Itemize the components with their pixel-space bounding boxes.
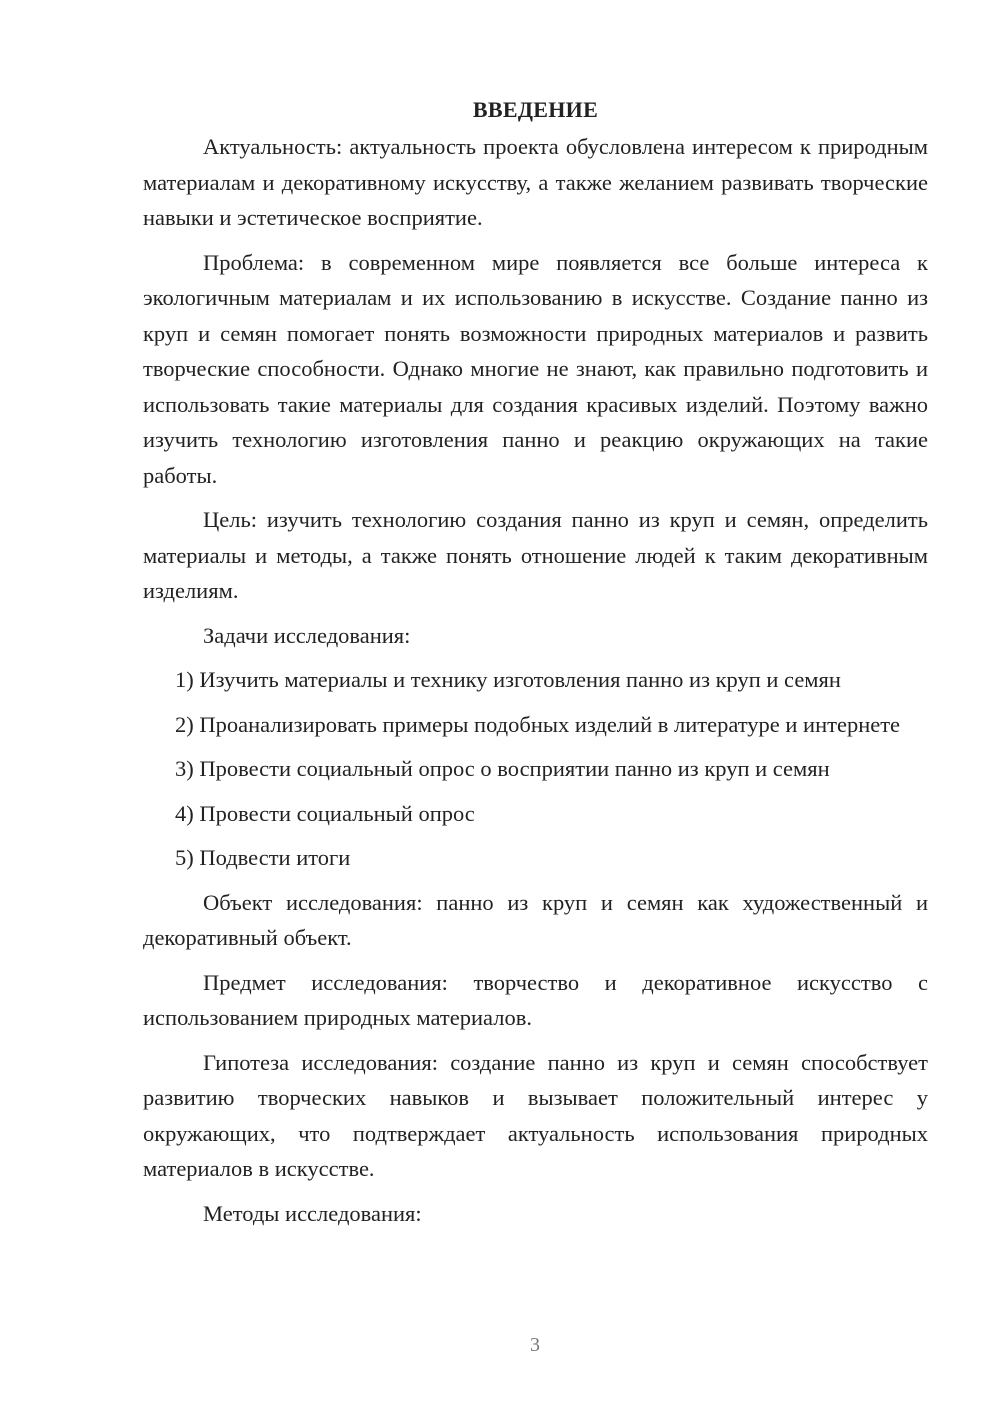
paragraph-object: Объект исследования: панно из круп и семян как художественный и декоративный объект. bbox=[143, 889, 928, 950]
task-item: 4) Провести социальный опрос bbox=[175, 800, 475, 826]
paragraph-goal: Цель: изучить технологию создания панно из круп и семян, определить материалы и методы, а также понять отношение людей к таким декоративным изделиям. bbox=[143, 507, 928, 603]
document-page bbox=[143, 92, 928, 1240]
section-title: ВВЕДЕНИЕ bbox=[472, 97, 599, 122]
task-item: 3) Провести социальный опрос о восприятии панно из круп и семян bbox=[175, 756, 830, 781]
paragraph-hypothesis: Гипотеза исследования: создание панно из круп и семян способствует развитию творческих навыков и вызывает положительный интерес у окружающих, что подтверждает актуальность использования природных материалов в искусстве. bbox=[143, 1049, 928, 1181]
paragraph-subject: Предмет исследования: творчество и декоративное искусство с использованием природных материалов. bbox=[143, 969, 928, 1030]
task-item: 2) Проанализировать примеры подобных изделий в литературе и интернете bbox=[175, 711, 901, 737]
paragraph-problem: Проблема: в современном мире появляется все больше интереса к экологичным материалам и их использованию в искусстве. Создание панно из круп и семян помогает понять возможности природных материалов и развить творческие способности. Однако многие не знают, как правильно подготовить и использовать такие материалы для создания красивых изделий. Поэтому важно изучить технологию изготовления панно и реакцию окружающих на такие работы. bbox=[143, 249, 928, 488]
page-number: 3 bbox=[530, 1334, 540, 1356]
task-item: 1) Изучить материалы и технику изготовления панно из круп и семян bbox=[175, 667, 841, 692]
paragraph-methods-heading: Методы исследования: bbox=[203, 1200, 422, 1226]
paragraph-relevance: Актуальность: актуальность проекта обусловлена интересом к природным материалам и декоративному искусству, а также желанием развивать творческие навыки и эстетическое восприятие. bbox=[143, 134, 928, 230]
paragraph-tasks-heading: Задачи исследования: bbox=[203, 622, 411, 648]
task-item: 5) Подвести итоги bbox=[175, 845, 351, 870]
